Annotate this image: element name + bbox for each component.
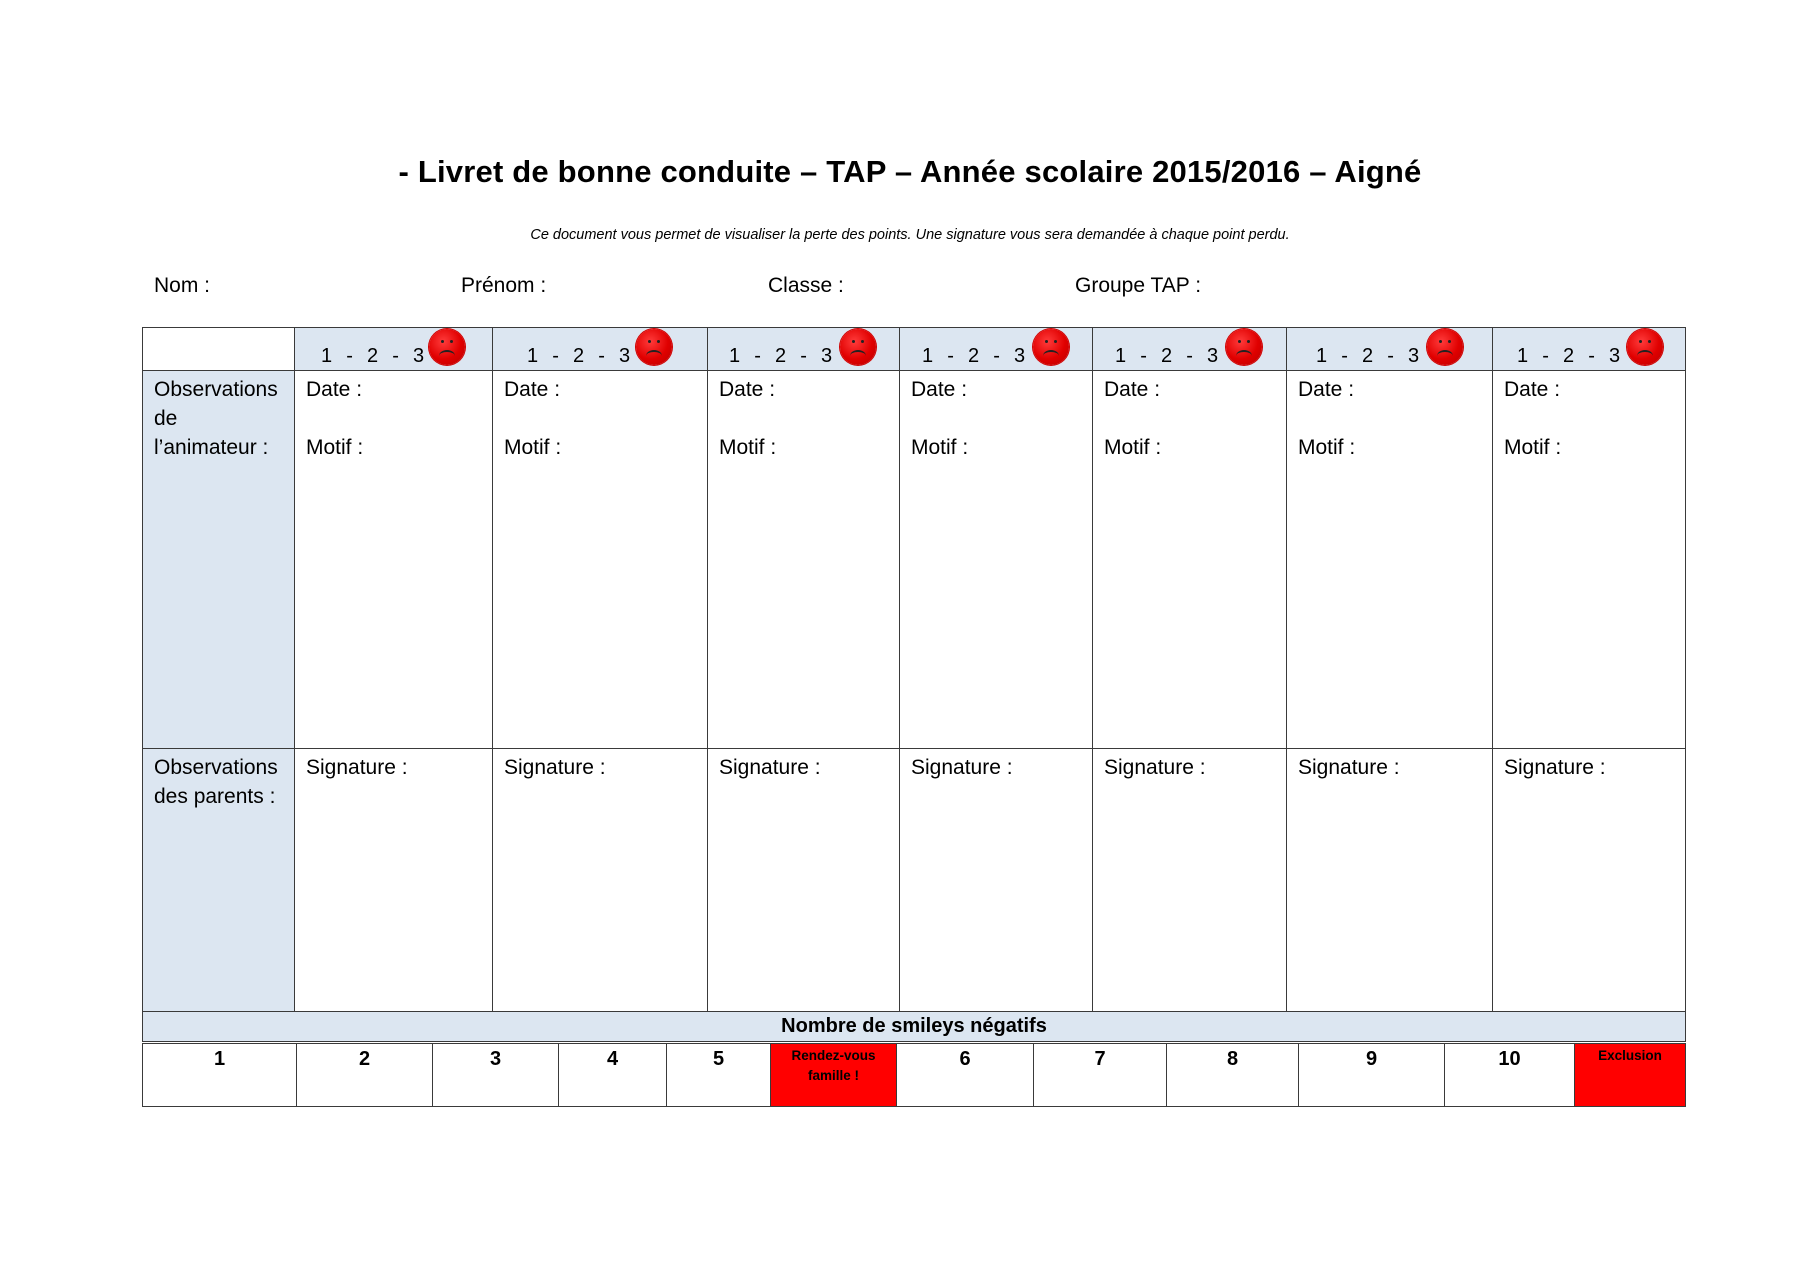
rating-cell-4 [900, 328, 1093, 371]
signature-label: Signature : [504, 756, 606, 779]
row-label-parents [143, 749, 295, 1012]
rating-cell-3 [708, 328, 900, 371]
rating-cell-7 [1493, 328, 1686, 371]
animateur-cell-2[interactable] [493, 371, 708, 749]
animateur-cell-5[interactable] [1093, 371, 1287, 749]
animateur-cell-7[interactable] [1493, 371, 1686, 749]
count-cell-2: 2 [297, 1044, 433, 1107]
field-groupe-tap: Groupe TAP : [1075, 274, 1202, 297]
conduct-grid [142, 327, 1686, 1042]
rating-label: 1 - 2 - 3 [922, 345, 1027, 367]
motif-label: Motif : [306, 436, 364, 459]
rating-cell-2 [493, 328, 708, 371]
exclusion-cell: Exclusion [1575, 1044, 1686, 1107]
date-label: Date : [1504, 378, 1561, 401]
date-label: Date : [306, 378, 363, 401]
count-cell-6: 6 [897, 1044, 1034, 1107]
rating-label: 1 - 2 - 3 [1316, 345, 1421, 367]
motif-label: Motif : [719, 436, 777, 459]
date-label: Date : [719, 378, 776, 401]
animateur-cell-6[interactable] [1287, 371, 1493, 749]
rating-label: 1 - 2 - 3 [1115, 345, 1220, 367]
field-nom: Nom : [154, 274, 211, 297]
count-cell-10: 10 [1445, 1044, 1575, 1107]
sad-face-icon [1427, 329, 1463, 365]
parents-cell-3[interactable] [708, 749, 900, 1012]
rating-label: 1 - 2 - 3 [729, 345, 834, 367]
summary-title: Nombre de smileys négatifs [143, 1012, 1686, 1042]
animateur-row [143, 371, 1686, 749]
parents-cell-4[interactable] [900, 749, 1093, 1012]
date-label: Date : [1298, 378, 1355, 401]
rating-cell-5 [1093, 328, 1287, 371]
row-label-text: Observations de l’animateur : [154, 378, 278, 459]
row-label-text: Observations des parents : [154, 756, 278, 808]
motif-label: Motif : [1104, 436, 1162, 459]
date-label: Date : [911, 378, 968, 401]
field-classe: Classe : [768, 274, 844, 297]
signature-label: Signature : [1504, 756, 1606, 779]
parents-cell-1[interactable] [295, 749, 493, 1012]
rendez-vous-famille-cell: Rendez-vous famille ! [771, 1044, 897, 1107]
rating-label: 1 - 2 - 3 [321, 345, 426, 367]
count-cell-4: 4 [559, 1044, 667, 1107]
field-prenom: Prénom : [461, 274, 547, 297]
motif-label: Motif : [911, 436, 969, 459]
parents-cell-7[interactable] [1493, 749, 1686, 1012]
parents-cell-6[interactable] [1287, 749, 1493, 1012]
sad-face-icon [636, 329, 672, 365]
sad-face-icon [1627, 329, 1663, 365]
sad-face-icon [840, 329, 876, 365]
page-title: - Livret de bonne conduite – TAP – Année scolaire 2015/2016 – Aigné [398, 154, 1422, 189]
motif-label: Motif : [504, 436, 562, 459]
sad-face-icon [1226, 329, 1262, 365]
page-subtitle: Ce document vous permet de visualiser la perte des points. Une signature vous sera demandée à chaque point perdu. [530, 227, 1290, 243]
animateur-cell-3[interactable] [708, 371, 900, 749]
count-cell-9: 9 [1299, 1044, 1445, 1107]
date-label: Date : [504, 378, 561, 401]
animateur-cell-4[interactable] [900, 371, 1093, 749]
motif-label: Motif : [1504, 436, 1562, 459]
count-cell-7: 7 [1034, 1044, 1167, 1107]
sad-face-icon [429, 329, 465, 365]
signature-label: Signature : [306, 756, 408, 779]
rating-cell-1 [295, 328, 493, 371]
smiley-count-table [142, 1043, 1686, 1107]
date-label: Date : [1104, 378, 1161, 401]
header-corner-cell [143, 328, 295, 371]
sad-face-icon [1033, 329, 1069, 365]
count-cell-5: 5 [667, 1044, 771, 1107]
signature-label: Signature : [911, 756, 1013, 779]
parents-cell-5[interactable] [1093, 749, 1287, 1012]
signature-label: Signature : [1298, 756, 1400, 779]
motif-label: Motif : [1298, 436, 1356, 459]
rating-label: 1 - 2 - 3 [527, 345, 632, 367]
rating-header-row [143, 328, 1686, 371]
parents-cell-2[interactable] [493, 749, 708, 1012]
row-label-animateur [143, 371, 295, 749]
count-cell-8: 8 [1167, 1044, 1299, 1107]
count-cell-1: 1 [143, 1044, 297, 1107]
rating-label: 1 - 2 - 3 [1517, 345, 1622, 367]
signature-label: Signature : [719, 756, 821, 779]
signature-label: Signature : [1104, 756, 1206, 779]
parents-row [143, 749, 1686, 1012]
count-cell-3: 3 [433, 1044, 559, 1107]
count-row [143, 1044, 1686, 1107]
animateur-cell-1[interactable] [295, 371, 493, 749]
summary-title-row [143, 1012, 1686, 1042]
rating-cell-6 [1287, 328, 1493, 371]
